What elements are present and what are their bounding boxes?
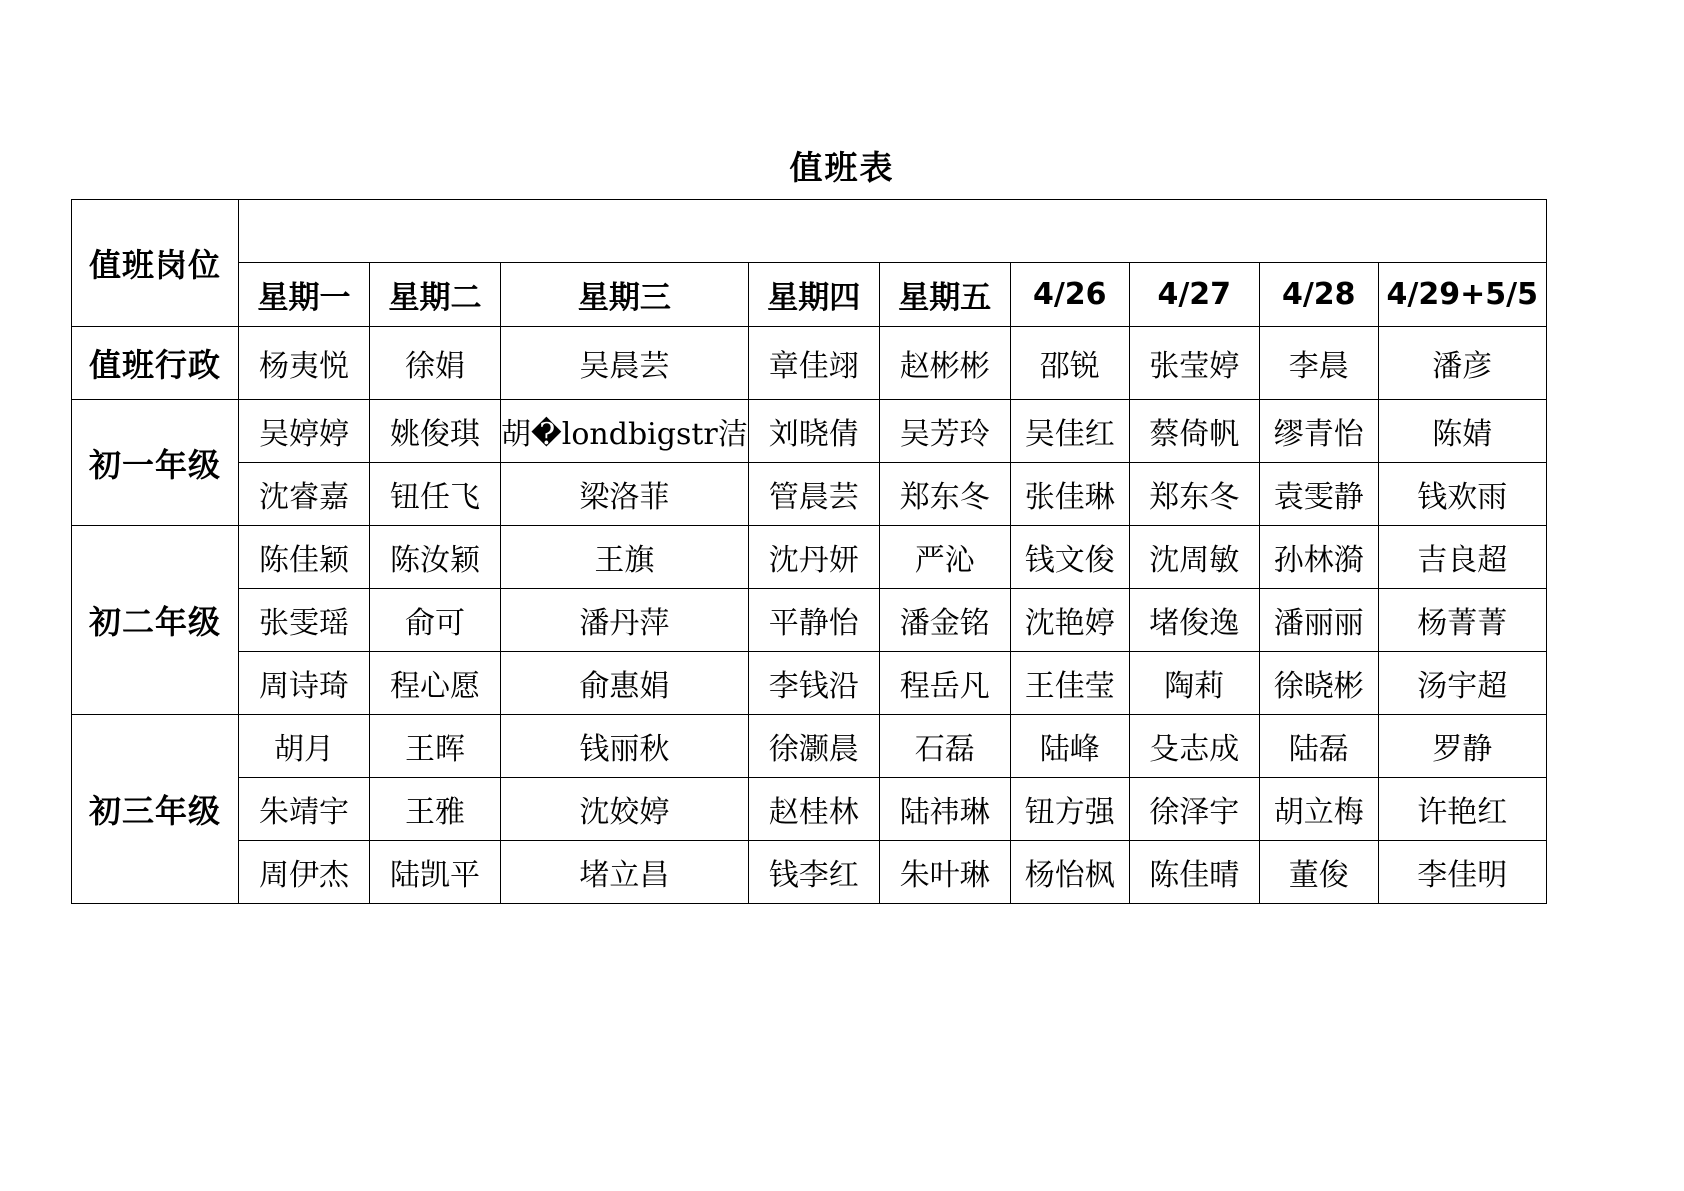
duty-name-cell: 徐泽宇 bbox=[1129, 778, 1259, 841]
duty-name-cell: 潘彦 bbox=[1378, 327, 1546, 400]
duty-name-cell: 沈艳婷 bbox=[1010, 589, 1129, 652]
duty-name-cell: 罗静 bbox=[1378, 715, 1546, 778]
grade-row bbox=[72, 526, 1547, 589]
day-header: 4/29+5/5 bbox=[1378, 263, 1546, 327]
duty-name-cell: 梁洛菲 bbox=[501, 463, 749, 526]
duty-name-cell: 王旗 bbox=[501, 526, 749, 589]
duty-name-cell: 沈姣婷 bbox=[501, 778, 749, 841]
duty-name-cell: 陈佳颖 bbox=[239, 526, 370, 589]
header-blank-cell bbox=[239, 200, 1547, 263]
duty-name-cell: 钱文俊 bbox=[1010, 526, 1129, 589]
admin-row bbox=[72, 327, 1547, 400]
duty-name-cell: 陈佳晴 bbox=[1129, 841, 1259, 904]
grade-row bbox=[72, 715, 1547, 778]
duty-name-cell: 张雯瑶 bbox=[239, 589, 370, 652]
day-header: 4/27 bbox=[1129, 263, 1259, 327]
duty-name-cell: 胡�londbigstr洁 bbox=[501, 400, 749, 463]
duty-name-cell: 陆峰 bbox=[1010, 715, 1129, 778]
duty-name-cell: 石磊 bbox=[879, 715, 1010, 778]
duty-name-cell: 李钱沿 bbox=[748, 652, 879, 715]
grade-label: 初三年级 bbox=[72, 715, 239, 904]
duty-name-cell: 徐灏晨 bbox=[748, 715, 879, 778]
duty-name-cell: 姚俊琪 bbox=[370, 400, 501, 463]
duty-name-cell: 周诗琦 bbox=[239, 652, 370, 715]
duty-name-cell: 钮任飞 bbox=[370, 463, 501, 526]
grade-row bbox=[72, 841, 1547, 904]
duty-name-cell: 钱丽秋 bbox=[501, 715, 749, 778]
duty-name-cell: 李晨 bbox=[1259, 327, 1378, 400]
header-row-days bbox=[72, 263, 1547, 327]
duty-name-cell: 沈睿嘉 bbox=[239, 463, 370, 526]
grade-label: 初二年级 bbox=[72, 526, 239, 715]
duty-name-cell: 潘金铭 bbox=[879, 589, 1010, 652]
duty-name-cell: 郑东冬 bbox=[879, 463, 1010, 526]
duty-name-cell: 杨怡枫 bbox=[1010, 841, 1129, 904]
duty-name-cell: 徐晓彬 bbox=[1259, 652, 1378, 715]
duty-name-cell: 程心愿 bbox=[370, 652, 501, 715]
duty-name-cell: 邵锐 bbox=[1010, 327, 1129, 400]
duty-name-cell: 堵立昌 bbox=[501, 841, 749, 904]
duty-name-cell: 朱靖宇 bbox=[239, 778, 370, 841]
day-header: 星期一 bbox=[239, 263, 370, 327]
duty-name-cell: 陆磊 bbox=[1259, 715, 1378, 778]
duty-name-cell: 汤宇超 bbox=[1378, 652, 1546, 715]
duty-name-cell: 程岳凡 bbox=[879, 652, 1010, 715]
grade-row bbox=[72, 400, 1547, 463]
duty-name-cell: 徐娟 bbox=[370, 327, 501, 400]
duty-name-cell: 胡立梅 bbox=[1259, 778, 1378, 841]
duty-name-cell: 殳志成 bbox=[1129, 715, 1259, 778]
duty-name-cell: 吉良超 bbox=[1378, 526, 1546, 589]
duty-name-cell: 蔡倚帆 bbox=[1129, 400, 1259, 463]
duty-name-cell: 沈丹妍 bbox=[748, 526, 879, 589]
duty-name-cell: 王佳莹 bbox=[1010, 652, 1129, 715]
duty-name-cell: 吴芳玲 bbox=[879, 400, 1010, 463]
duty-name-cell: 缪青怡 bbox=[1259, 400, 1378, 463]
duty-name-cell: 平静怡 bbox=[748, 589, 879, 652]
duty-name-cell: 吴婷婷 bbox=[239, 400, 370, 463]
day-header: 4/26 bbox=[1010, 263, 1129, 327]
duty-name-cell: 刘晓倩 bbox=[748, 400, 879, 463]
page-title: 值班表 bbox=[789, 148, 895, 187]
day-header: 星期二 bbox=[370, 263, 501, 327]
duty-name-cell: 王雅 bbox=[370, 778, 501, 841]
duty-name-cell: 俞可 bbox=[370, 589, 501, 652]
duty-table-body bbox=[72, 200, 1547, 904]
header-row-top bbox=[72, 200, 1547, 263]
grade-row bbox=[72, 463, 1547, 526]
duty-name-cell: 张莹婷 bbox=[1129, 327, 1259, 400]
duty-name-cell: 孙林漪 bbox=[1259, 526, 1378, 589]
duty-name-cell: 章佳翊 bbox=[748, 327, 879, 400]
duty-name-cell: 胡月 bbox=[239, 715, 370, 778]
duty-name-cell: 张佳琳 bbox=[1010, 463, 1129, 526]
duty-name-cell: 潘丹萍 bbox=[501, 589, 749, 652]
duty-name-cell: 周伊杰 bbox=[239, 841, 370, 904]
duty-name-cell: 郑东冬 bbox=[1129, 463, 1259, 526]
duty-name-cell: 堵俊逸 bbox=[1129, 589, 1259, 652]
duty-name-cell: 陈汝颖 bbox=[370, 526, 501, 589]
duty-name-cell: 吴佳红 bbox=[1010, 400, 1129, 463]
duty-name-cell: 沈周敏 bbox=[1129, 526, 1259, 589]
duty-name-cell: 吴晨芸 bbox=[501, 327, 749, 400]
grade-row bbox=[72, 589, 1547, 652]
grade-row bbox=[72, 652, 1547, 715]
duty-name-cell: 许艳红 bbox=[1378, 778, 1546, 841]
duty-name-cell: 陆祎琳 bbox=[879, 778, 1010, 841]
duty-name-cell: 陆凯平 bbox=[370, 841, 501, 904]
duty-name-cell: 赵桂林 bbox=[748, 778, 879, 841]
corner-label: 值班岗位 bbox=[72, 200, 239, 327]
duty-name-cell: 王晖 bbox=[370, 715, 501, 778]
duty-name-cell: 钱李红 bbox=[748, 841, 879, 904]
duty-name-cell: 陈婧 bbox=[1378, 400, 1546, 463]
day-header: 星期三 bbox=[501, 263, 749, 327]
post-label: 值班行政 bbox=[72, 327, 239, 400]
day-header: 星期五 bbox=[879, 263, 1010, 327]
duty-name-cell: 李佳明 bbox=[1378, 841, 1546, 904]
duty-name-cell: 管晨芸 bbox=[748, 463, 879, 526]
day-header: 星期四 bbox=[748, 263, 879, 327]
duty-name-cell: 俞惠娟 bbox=[501, 652, 749, 715]
duty-name-cell: 赵彬彬 bbox=[879, 327, 1010, 400]
duty-name-cell: 严沁 bbox=[879, 526, 1010, 589]
duty-name-cell: 杨菁菁 bbox=[1378, 589, 1546, 652]
duty-name-cell: 袁雯静 bbox=[1259, 463, 1378, 526]
day-header: 4/28 bbox=[1259, 263, 1378, 327]
duty-table bbox=[71, 199, 1547, 904]
duty-name-cell: 钱欢雨 bbox=[1378, 463, 1546, 526]
duty-name-cell: 陶莉 bbox=[1129, 652, 1259, 715]
duty-name-cell: 钮方强 bbox=[1010, 778, 1129, 841]
duty-name-cell: 潘丽丽 bbox=[1259, 589, 1378, 652]
duty-name-cell: 董俊 bbox=[1259, 841, 1378, 904]
grade-row bbox=[72, 778, 1547, 841]
duty-name-cell: 朱叶琳 bbox=[879, 841, 1010, 904]
duty-name-cell: 杨夷悦 bbox=[239, 327, 370, 400]
grade-label: 初一年级 bbox=[72, 400, 239, 526]
